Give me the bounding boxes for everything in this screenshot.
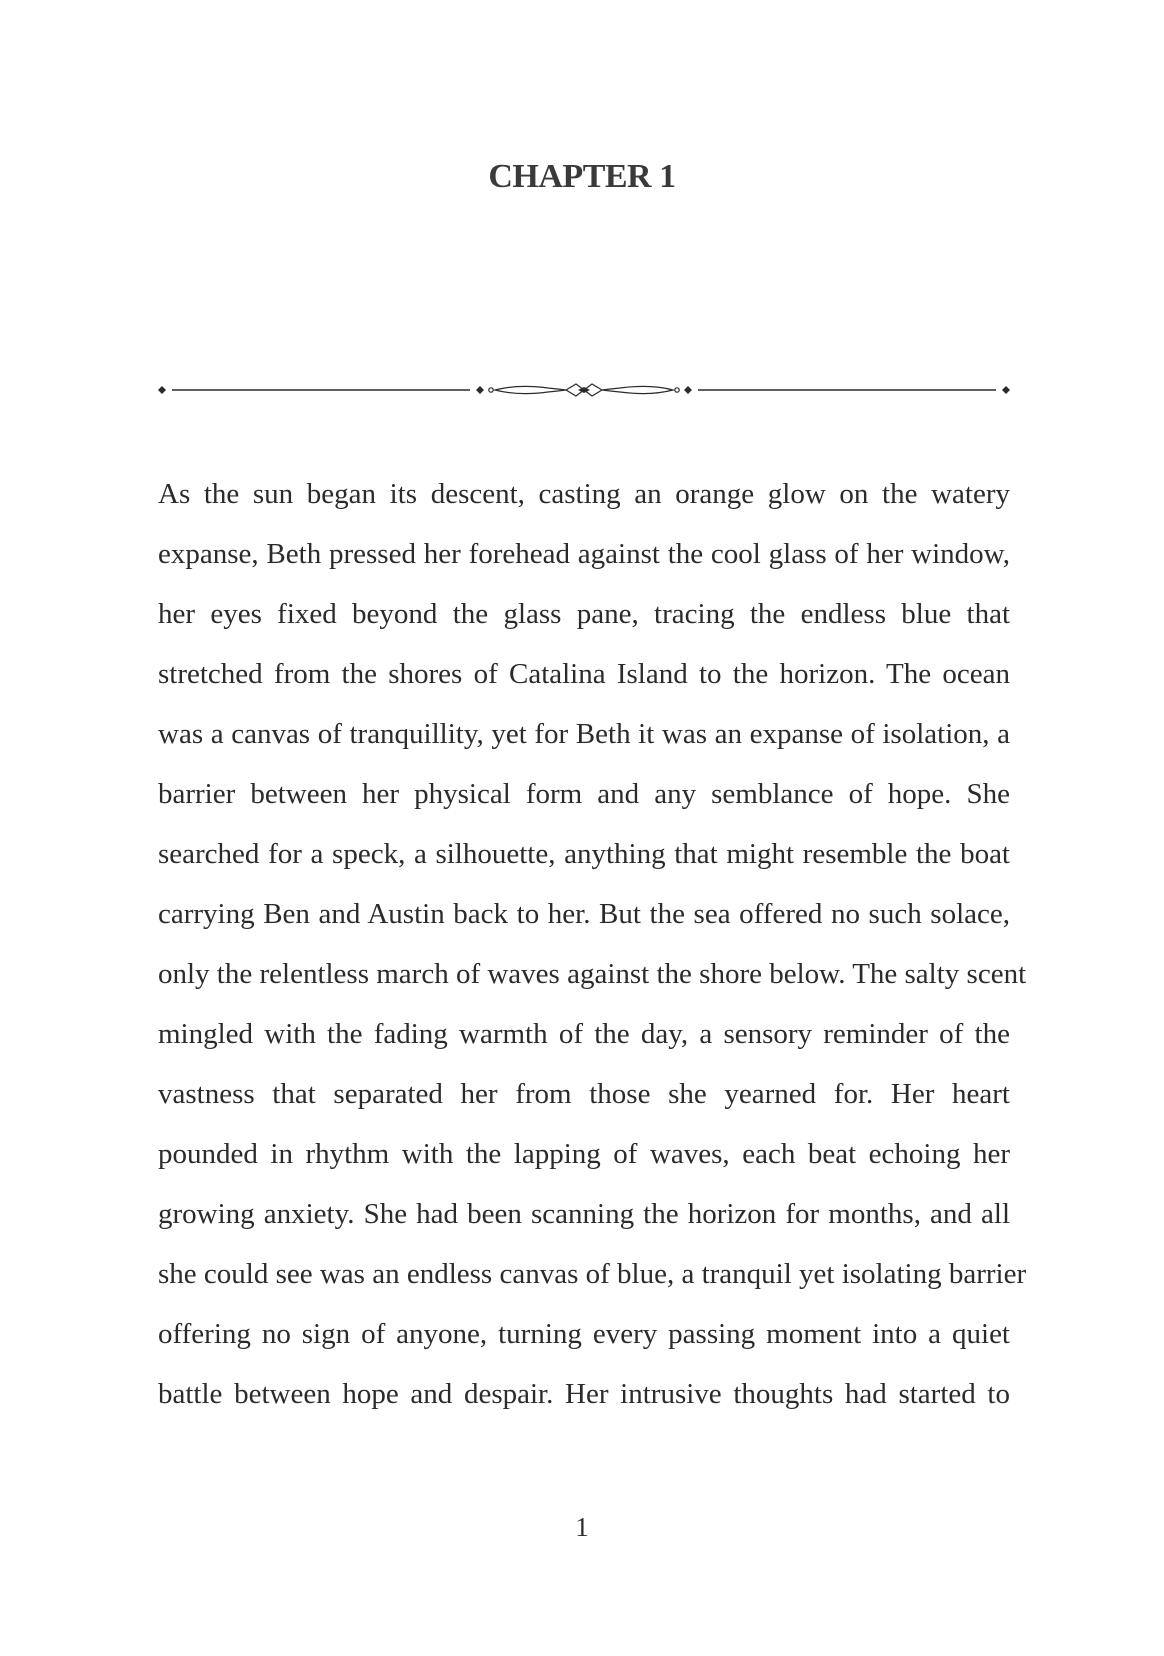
body-line: growing anxiety. She had been scanning the horizon for months, and all [158,1198,1010,1230]
body-line: mingled with the fading warmth of the day, a sensory reminder of the [158,1018,1010,1050]
body-line: was a canvas of tranquillity, yet for Beth it was an expanse of isolation, a [158,718,1010,750]
body-line: barrier between her physical form and any semblance of hope. She [158,778,1010,810]
body-line: only the relentless march of waves against the shore below. The salty scent [158,958,1027,990]
body-line: battle between hope and despair. Her intrusive thoughts had started to [158,1378,1010,1410]
body-line: expanse, Beth pressed her forehead against the cool glass of her window, [158,538,1010,570]
chapter-title: CHAPTER 1 [488,158,676,195]
chapter-body [158,464,1027,1424]
body-line: pounded in rhythm with the lapping of waves, each beat echoing her [158,1138,1010,1170]
body-line: she could see was an endless canvas of blue, a tranquil yet isolating barrier [158,1258,1027,1290]
page-number: 1 [575,1512,589,1542]
body-line: searched for a speck, a silhouette, anything that might resemble the boat [158,838,1010,870]
body-line: As the sun began its descent, casting an orange glow on the watery [158,478,1010,510]
body-line: vastness that separated her from those she yearned for. Her heart [158,1078,1010,1110]
body-line: stretched from the shores of Catalina Island to the horizon. The ocean [158,658,1010,690]
body-line: carrying Ben and Austin back to her. But the sea offered no such solace, [158,898,1010,930]
body-line: offering no sign of anyone, turning every passing moment into a quiet [158,1318,1010,1350]
scroll-divider-icon [158,380,1010,400]
body-line: her eyes fixed beyond the glass pane, tracing the endless blue that [158,598,1010,630]
